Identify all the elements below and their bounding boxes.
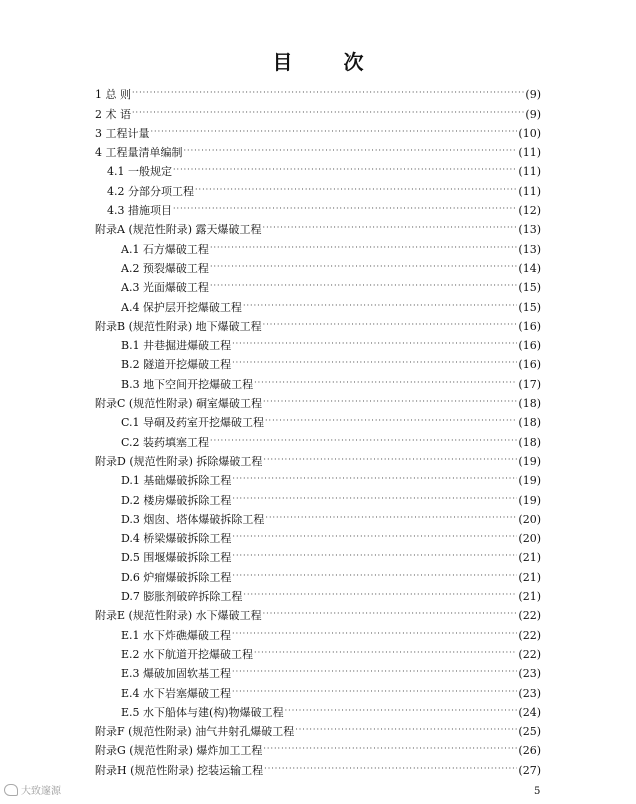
toc-entry xyxy=(95,217,541,236)
toc-entry-page: (16) xyxy=(518,319,541,333)
toc-entry xyxy=(95,680,541,699)
toc-entry xyxy=(95,487,541,506)
toc-leader-dots xyxy=(232,549,517,562)
toc-entry xyxy=(95,275,541,294)
toc-entry-page: (13) xyxy=(518,242,541,256)
toc-entry-label: 附录D (规范性附录) 拆除爆破工程 xyxy=(95,454,263,468)
toc-entry xyxy=(95,526,541,545)
toc-entry-label: 附录C (规范性附录) 硐室爆破工程 xyxy=(95,397,262,411)
toc-entry-page: (17) xyxy=(518,377,541,391)
toc-entry xyxy=(95,622,541,641)
toc-entry-page: (21) xyxy=(518,551,541,565)
toc-entry xyxy=(95,642,541,661)
toc-entry-label: 3 工程计量 xyxy=(95,126,150,140)
toc-entry-label: E.4 水下岩塞爆破工程 xyxy=(121,686,232,700)
toc-entry-label: D.5 围堰爆破拆除工程 xyxy=(121,551,232,565)
toc-entry xyxy=(95,256,541,275)
toc-entry xyxy=(95,198,541,217)
watermark xyxy=(4,782,61,797)
toc-entry xyxy=(95,564,541,583)
toc-leader-dots xyxy=(232,627,517,640)
toc-entry-page: (25) xyxy=(518,725,541,739)
toc-entry-label: 4.2 分部分项工程 xyxy=(107,184,194,198)
toc-entry-page: (24) xyxy=(518,705,541,719)
toc-entry-label: E.3 爆破加固软基工程 xyxy=(121,667,232,681)
toc-leader-dots xyxy=(132,106,524,119)
toc-entry-label: 附录B (规范性附录) 地下爆破工程 xyxy=(95,319,262,333)
toc-leader-dots xyxy=(285,704,518,717)
toc-entry-page: (13) xyxy=(518,223,541,237)
toc-entry xyxy=(95,314,541,333)
toc-entry-label: B.2 隧道开挖爆破工程 xyxy=(121,358,232,372)
toc-entry xyxy=(95,603,541,622)
toc-entry-label: E.1 水下炸礁爆破工程 xyxy=(121,628,232,642)
toc-entry-label: E.2 水下航道开挖爆破工程 xyxy=(121,647,254,661)
toc-entry-page: (16) xyxy=(518,339,541,353)
toc-entry-page: (9) xyxy=(525,107,541,121)
toc-entry-label: D.3 烟囱、塔体爆破拆除工程 xyxy=(121,512,265,526)
toc-leader-dots xyxy=(210,260,517,273)
toc-entry-page: (23) xyxy=(518,686,541,700)
toc-entry xyxy=(95,738,541,757)
toc-entry-page: (16) xyxy=(518,358,541,372)
toc-leader-dots xyxy=(263,395,517,408)
toc-entry xyxy=(95,584,541,603)
toc-entry-page: (26) xyxy=(518,744,541,758)
toc-leader-dots xyxy=(263,318,518,331)
toc-entry-label: 2 术 语 xyxy=(95,107,131,121)
toc-entry-label: D.7 膨胀剂破碎拆除工程 xyxy=(121,590,243,604)
toc-entry xyxy=(95,178,541,197)
toc-leader-dots xyxy=(254,646,517,659)
table-of-contents xyxy=(95,82,541,777)
watermark-text: 大致邃源 xyxy=(21,786,61,797)
toc-entry-page: (15) xyxy=(518,300,541,314)
toc-entry-label: 附录A (规范性附录) 露天爆破工程 xyxy=(95,223,262,237)
toc-entry-page: (19) xyxy=(518,493,541,507)
toc-leader-dots xyxy=(232,337,517,350)
toc-entry xyxy=(95,159,541,178)
toc-entry-page: (22) xyxy=(518,647,541,661)
toc-leader-dots xyxy=(232,530,517,543)
toc-leader-dots xyxy=(254,376,517,389)
toc-entry-page: (12) xyxy=(518,204,541,218)
toc-leader-dots xyxy=(263,607,518,620)
toc-entry-page: (21) xyxy=(518,590,541,604)
toc-entry-page: (18) xyxy=(518,435,541,449)
toc-entry xyxy=(95,333,541,352)
toc-leader-dots xyxy=(210,279,517,292)
toc-leader-dots xyxy=(210,434,517,447)
toc-entry-page: (10) xyxy=(518,126,541,140)
toc-entry xyxy=(95,101,541,120)
toc-entry-page: (27) xyxy=(518,763,541,777)
toc-entry xyxy=(95,352,541,371)
toc-entry-page: (18) xyxy=(518,416,541,430)
toc-entry-page: (15) xyxy=(518,281,541,295)
toc-leader-dots xyxy=(173,202,517,215)
toc-entry xyxy=(95,429,541,448)
toc-entry-label: 4.3 措施项目 xyxy=(107,204,172,218)
toc-entry xyxy=(95,82,541,101)
toc-entry xyxy=(95,391,541,410)
toc-entry-page: (22) xyxy=(518,609,541,623)
toc-entry-label: 1 总 则 xyxy=(95,88,131,102)
toc-entry xyxy=(95,371,541,390)
toc-entry-label: A.4 保护层开挖爆破工程 xyxy=(121,300,242,314)
toc-leader-dots xyxy=(232,685,517,698)
toc-entry-page: (11) xyxy=(518,146,541,160)
toc-leader-dots xyxy=(184,144,518,157)
toc-entry-page: (21) xyxy=(518,570,541,584)
toc-entry-page: (22) xyxy=(518,628,541,642)
toc-entry xyxy=(95,507,541,526)
toc-entry-page: (9) xyxy=(525,88,541,102)
toc-entry-label: D.4 桥梁爆破拆除工程 xyxy=(121,532,232,546)
toc-leader-dots xyxy=(232,356,517,369)
toc-entry-label: 附录F (规范性附录) 油气井射孔爆破工程 xyxy=(95,725,295,739)
toc-leader-dots xyxy=(232,569,517,582)
toc-leader-dots xyxy=(263,742,517,755)
toc-leader-dots xyxy=(264,762,517,775)
toc-entry-label: 4.1 一般规定 xyxy=(107,165,172,179)
toc-entry xyxy=(95,294,541,313)
toc-entry xyxy=(95,236,541,255)
toc-entry-label: B.3 地下空间开挖爆破工程 xyxy=(121,377,254,391)
toc-entry xyxy=(95,719,541,738)
toc-leader-dots xyxy=(243,299,517,312)
toc-leader-dots xyxy=(173,163,517,176)
toc-entry-label: D.2 楼房爆破拆除工程 xyxy=(121,493,232,507)
toc-entry-label: A.2 预裂爆破工程 xyxy=(121,261,209,275)
toc-entry-page: (20) xyxy=(518,512,541,526)
toc-entry-page: (23) xyxy=(518,667,541,681)
toc-entry xyxy=(95,468,541,487)
toc-entry xyxy=(95,757,541,776)
toc-leader-dots xyxy=(132,86,524,99)
toc-entry-page: (20) xyxy=(518,532,541,546)
toc-entry-label: 附录H (规范性附录) 挖装运输工程 xyxy=(95,763,264,777)
toc-leader-dots xyxy=(232,472,517,485)
toc-entry xyxy=(95,410,541,429)
toc-entry xyxy=(95,121,541,140)
toc-entry-label: E.5 水下船体与建(构)物爆破工程 xyxy=(121,705,284,719)
toc-entry-label: 4 工程量清单编制 xyxy=(95,146,183,160)
toc-entry-label: A.1 石方爆破工程 xyxy=(121,242,209,256)
toc-entry xyxy=(95,449,541,468)
toc-entry-label: C.2 装药填塞工程 xyxy=(121,435,210,449)
toc-entry xyxy=(95,661,541,680)
page-number: 5 xyxy=(534,786,541,797)
toc-entry-label: 附录G (规范性附录) 爆炸加工工程 xyxy=(95,744,263,758)
page-title: 目 次 xyxy=(272,50,386,74)
toc-leader-dots xyxy=(243,588,517,601)
toc-leader-dots xyxy=(265,511,517,524)
toc-leader-dots xyxy=(263,221,518,234)
toc-leader-dots xyxy=(232,665,517,678)
toc-entry xyxy=(95,140,541,159)
toc-entry-label: A.3 光面爆破工程 xyxy=(121,281,209,295)
toc-entry xyxy=(95,545,541,564)
toc-leader-dots xyxy=(265,414,517,427)
toc-entry-page: (18) xyxy=(518,397,541,411)
toc-leader-dots xyxy=(263,453,517,466)
toc-leader-dots xyxy=(195,183,517,196)
toc-leader-dots xyxy=(210,241,517,254)
toc-entry-label: B.1 井巷掘进爆破工程 xyxy=(121,339,232,353)
toc-entry-page: (19) xyxy=(518,454,541,468)
toc-entry-page: (11) xyxy=(518,165,541,179)
toc-entry-label: D.6 炉瘤爆破拆除工程 xyxy=(121,570,232,584)
toc-entry-page: (14) xyxy=(518,261,541,275)
watermark-logo-icon xyxy=(4,784,18,796)
toc-entry-label: 附录E (规范性附录) 水下爆破工程 xyxy=(95,609,262,623)
toc-leader-dots xyxy=(295,723,517,736)
toc-entry-page: (19) xyxy=(518,474,541,488)
toc-leader-dots xyxy=(232,492,517,505)
toc-leader-dots xyxy=(151,125,518,138)
toc-entry-page: (11) xyxy=(518,184,541,198)
toc-entry-label: D.1 基础爆破拆除工程 xyxy=(121,474,232,488)
toc-entry-label: C.1 导硐及药室开挖爆破工程 xyxy=(121,416,265,430)
toc-entry xyxy=(95,700,541,719)
